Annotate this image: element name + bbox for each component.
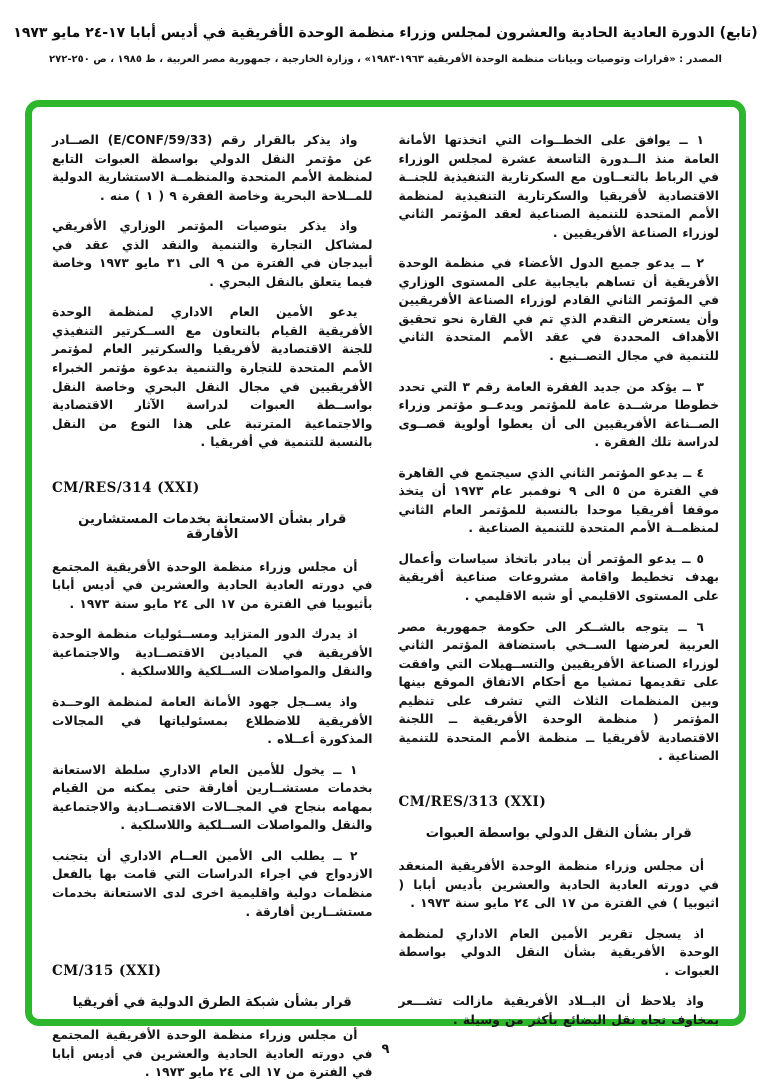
paragraph: واذ يســجل جهود الأمانة العامة لمنظمة الوحــدة الأفريقية للاضطلاع بمسئولياتها في المجالات المذكورة أعــلاه . [52,695,373,747]
paragraph: أن مجلس وزراء منظمة الوحدة الأفريقية المنعقد في دورته العادية الحادية والعشرين بأديس أبابا ( اثيوبيا ) في الفترة من ١٧ الى ٢٤ مايو سنة ١٩٧٣ . [398,858,719,911]
paragraph: ٤ ــ يدعو المؤتمر الثاني الذي سيجتمع في القاهرة في الفترة من ٥ الى ٩ نوفمبر عام ١٩٧٣ أن يتخذ موقفا أفريقيا موحدا بالنسبة للمؤتمر العام الثاني لمنظمــة الأمم المتحدة للتنمية الصناعية . [398,465,719,536]
source-line: المصدر : «قرارات وتوصيات وبيانات منظمة الوحدة الأفريقية ١٩٦٣-١٩٨٣» ، وزارة الخارجية ، جمهورية مصر العربية ، ط ١٩٨٥ ، ص ٢٥٠-٢٧٢ [49,54,722,65]
paragraph: ٢ ــ يطلب الى الأمين العــام الاداري أن يتجنب الازدواج في اجراء الدراسات التي قامت بها بالفعل منظمات دولية واقليمية اخرى لدى الاستعانة بخدمات مستشــارين أفارقة . [52,848,373,919]
page-number: ٩ [381,1042,390,1057]
resolution-title: قرار بشأن شبكة الطرق الدولية في أفريقيا [72,995,352,1011]
page-header [0,0,771,65]
paragraph: يدعو الأمين العام الاداري لمنظمة الوحدة الأفريقية القيام بالتعاون مع الســكرتير التنفيذي للجنة الاقتصادية لأفريقيا والسكرتير العام لمؤتمر الأمم المتحدة للتجارة والتنمية بدعوة مؤتمر الخبراء الأفريقيين في مجال النقل البحري وخاصة النقل بواســطة العبوات لدراسة الآثار الاقتصادية والاجتماعية المترتبة على هذا النوع من النقل بالنسبة للتنمية في أفريقيا . [52,305,373,450]
column-right [391,131,728,1027]
paragraph: ٥ ــ يدعو المؤتمر أن يبادر باتخاذ سياسات وأعمال بهدف تخطيط واقامة مشروعات صناعية أفريقية على المستوى الاقليمي أو شبه الاقليمي . [398,551,719,604]
resolution-ref: CM/RES/313 (XXI) [398,793,547,810]
resolution-ref: CM/RES/314 (XXI) [52,479,200,496]
paragraph: واذ يذكر بتوصيات المؤتمر الوزاري الأفريقي لمشاكل التجارة والتنمية والنقد الذي عقد في أبيدجان في الفترة من ٩ الى ٣١ مايو ١٩٧٣ وخاصة فيما يتعلق بالنقل البحري . [52,219,373,289]
paragraph: أن مجلس وزراء منظمة الوحدة الأفريقية المجتمع في دورته العادية الحادية والعشرين في أديس أبابا في الفترة من ١٧ الى ٢٤ مايو ١٩٧٣ . [52,1028,373,1080]
paragraph: واذ يلاحظ أن البــلاد الأفريقية مازالت تشـــعر بمخاوف تجاه نقل البضائع بأكثر من وسيلة . [398,994,719,1027]
paragraph: ١ ــ يوافق على الخطــوات التي اتخذتها الأمانة العامة منذ الــدورة التاسعة عشرة لمجلس الوزراء في الرباط بالتعــاون مع السكرتارية التنفيذية للجنــة الاقتصادية لأفريقيا والسكرتارية التنفيذية لمنظمة الأمم المتحدة للتنمية الصناعية لعقد المؤتمر الثاني لوزراء الصناعة الأفريقيين . [398,133,719,240]
page-title: (تابع) الدورة العادية الحادية والعشرون لمجلس وزراء منظمة الوحدة الأفريقية في أديس أبابا ١٧-٢٤ مايو ١٩٧٣ [13,25,758,41]
paragraph: ٢ ــ يدعو جميع الدول الأعضاء في منظمة الوحدة الأفريقية أن تساهم بايجابية على المستوى الوزاري في المؤتمر الثاني القادم لوزراء الصناعة الأفريقيين وأن يستعرض التقدم الذي تم في القارة نحو تحقيق الأهداف المحددة في عقد الأمم المتحدة الثاني للتنمية في مجال التصــنيع . [398,256,719,364]
resolution-ref: CM/315 (XXI) [52,963,162,980]
paragraph: ١ ــ يخول للأمين العام الاداري سلطة الاستعانة بخدمات مستشــارين أفارقة حتى يمكنه من القيام بمهامه بنجاح في المجــالات الاقتصــادية والاجتماعية والنقل والمواصلات الســلكية واللاسلكية . [52,762,373,833]
paragraph: اذ يسجل تقرير الأمين العام الاداري لمنظمة الوحدة الأفريقية بشأن النقل الدولي بواسطة العبوات . [398,926,719,978]
paragraph: ٦ ــ يتوجه بالشــكر الى حكومة جمهورية مصر العربية لعرضها الســخي باستضافة المؤتمر الثاني لوزراء الصناعة الأفريقيين والتســهيلات التي وافقت على تقديمها تمشيا مع أحكام الاتفاق الموقع بينها وبين المنظمات الثلاث التي تشرف على تنظيم المؤتمر ( منظمة الوحدة الأفريقية ــ اللجنة الاقتصادية لأفريقيا ــ منظمة الأمم المتحدة للتنمية الصناعية . [398,619,719,764]
paragraph: اذ يدرك الدور المتزايد ومســئوليات منظمة الوحدة الأفريقية في الميادين الاقتصــادية والاجتماعية والنقل والمواصلات الســلكية واللاسلكية . [52,627,373,679]
paragraph: ٣ ــ يؤكد من جديد الفقرة العامة رقم ٣ التي تحدد خطوطا مرشــدة عامة للمؤتمر ويدعــو مؤتمر وزراء الصــناعة الأفريقيين الى أن يعطوا أولوية قصــوى لدراسة تلك الفقرة . [398,379,719,450]
paragraph: أن مجلس وزراء منظمة الوحدة الأفريقية المجتمع في دورته العادية الحادية والعشرين في أديس أبابا بأثيوبيا في الفترة من ١٧ الى ٢٤ مايو سنة ١٩٧٣ . [52,559,373,611]
resolution-title: قرار بشأن النقل الدولي بواسطة العبوات [425,825,692,841]
resolution-title: قرار بشأن الاستعانة بخدمات المستشارين الأفارقة [78,511,347,542]
column-left [44,131,381,1080]
content-frame [25,100,746,1080]
paragraph: واذ يذكر بالقرار رقم (E/CONF/59/33) الصــادر عن مؤتمر النقل الدولي بواسطة العبوات التابع لمنظمة الأمم المتحدة والمنظمــة الاستشارية الدولية للمــلاحة البحرية وخاصة الفقرة ٩ ( ١ ) منه . [52,133,373,203]
